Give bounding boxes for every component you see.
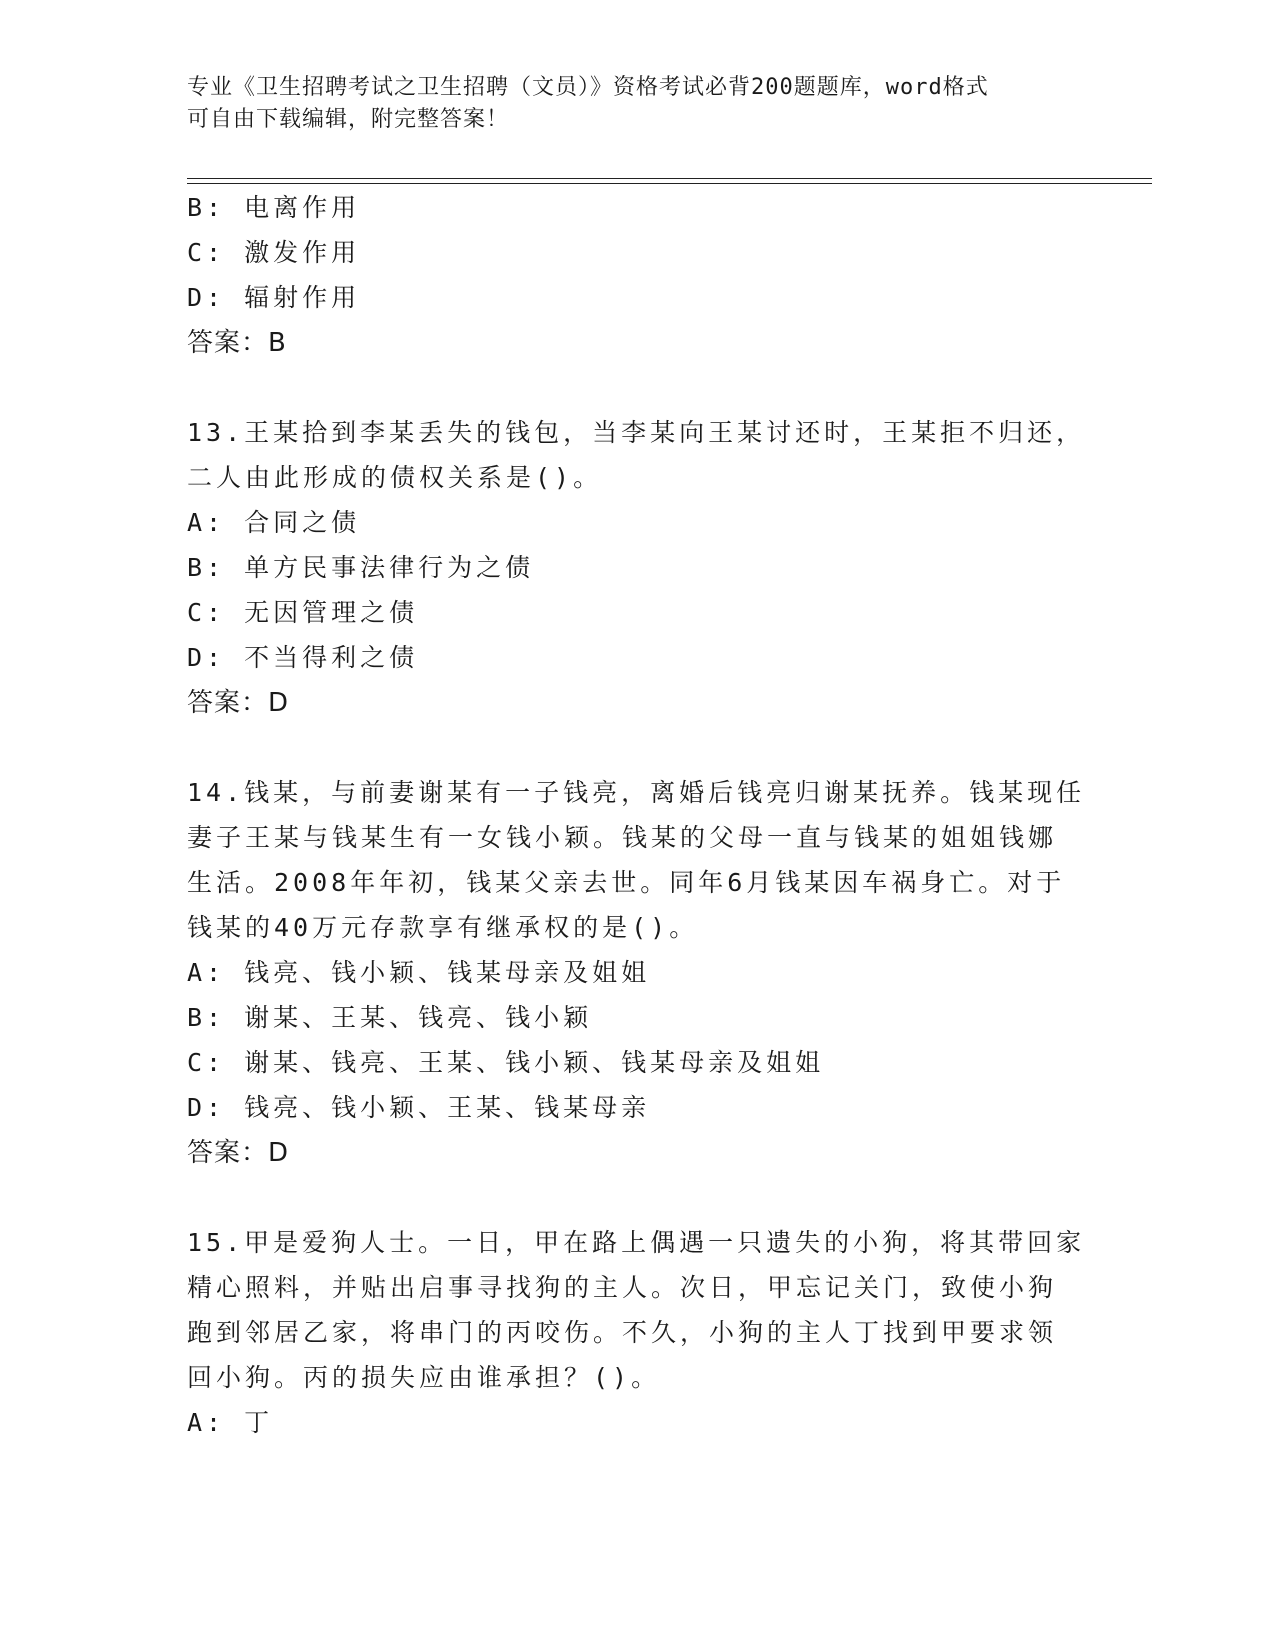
q12-answer: 答案：B xyxy=(187,328,287,358)
q12-option-c: C: 激发作用 xyxy=(187,238,361,267)
q15-stem-line-3: 跑到邻居乙家，将串门的丙咬伤。不久，小狗的主人丁找到甲要求领 xyxy=(187,1318,1058,1347)
header-divider-top xyxy=(187,178,1152,179)
q13-option-a: A: 合同之债 xyxy=(187,508,361,537)
q13-stem-line-1: 13.王某拾到李某丢失的钱包，当李某向王某讨还时，王某拒不归还， xyxy=(187,418,1086,447)
q14-option-d: D: 钱亮、钱小颖、王某、钱某母亲 xyxy=(187,1093,651,1122)
header-divider-bottom xyxy=(187,183,1152,184)
q13-option-c: C: 无因管理之债 xyxy=(187,598,419,627)
q13-stem-line-2: 二人由此形成的债权关系是()。 xyxy=(187,463,603,492)
q13-answer: 答案：D xyxy=(187,688,290,718)
q12-option-d: D: 辐射作用 xyxy=(187,283,361,312)
q13-option-d: D: 不当得利之债 xyxy=(187,643,419,672)
header-line-2: 可自由下载编辑，附完整答案！ xyxy=(187,107,510,132)
q14-stem-line-2: 妻子王某与钱某生有一女钱小颖。钱某的父母一直与钱某的姐姐钱娜 xyxy=(187,823,1058,852)
q14-stem-line-1: 14.钱某，与前妻谢某有一子钱亮，离婚后钱亮归谢某抚养。钱某现任 xyxy=(187,778,1086,807)
q14-stem-line-4: 钱某的40万元存款享有继承权的是()。 xyxy=(187,913,699,942)
q12-option-b: B: 电离作用 xyxy=(187,193,361,222)
q14-stem-line-3: 生活。2008年年初，钱某父亲去世。同年6月钱某因车祸身亡。对于 xyxy=(187,868,1066,897)
q14-option-c: C: 谢某、钱亮、王某、钱小颖、钱某母亲及姐姐 xyxy=(187,1048,825,1077)
document-header xyxy=(187,72,1067,136)
q14-option-a: A: 钱亮、钱小颖、钱某母亲及姐姐 xyxy=(187,958,651,987)
q15-stem-line-2: 精心照料，并贴出启事寻找狗的主人。次日，甲忘记关门，致使小狗 xyxy=(187,1273,1058,1302)
q15-stem-line-1: 15.甲是爱狗人士。一日，甲在路上偶遇一只遗失的小狗，将其带回家 xyxy=(187,1228,1086,1257)
q14-answer: 答案：D xyxy=(187,1138,290,1168)
q15-stem-line-4: 回小狗。丙的损失应由谁承担？()。 xyxy=(187,1363,661,1392)
header-line-1: 专业《卫生招聘考试之卫生招聘（文员）》资格考试必背200题题库，word格式 xyxy=(187,75,989,100)
q15-option-a: A: 丁 xyxy=(187,1408,274,1437)
q14-option-b: B: 谢某、王某、钱亮、钱小颖 xyxy=(187,1003,593,1032)
q13-option-b: B: 单方民事法律行为之债 xyxy=(187,553,535,582)
